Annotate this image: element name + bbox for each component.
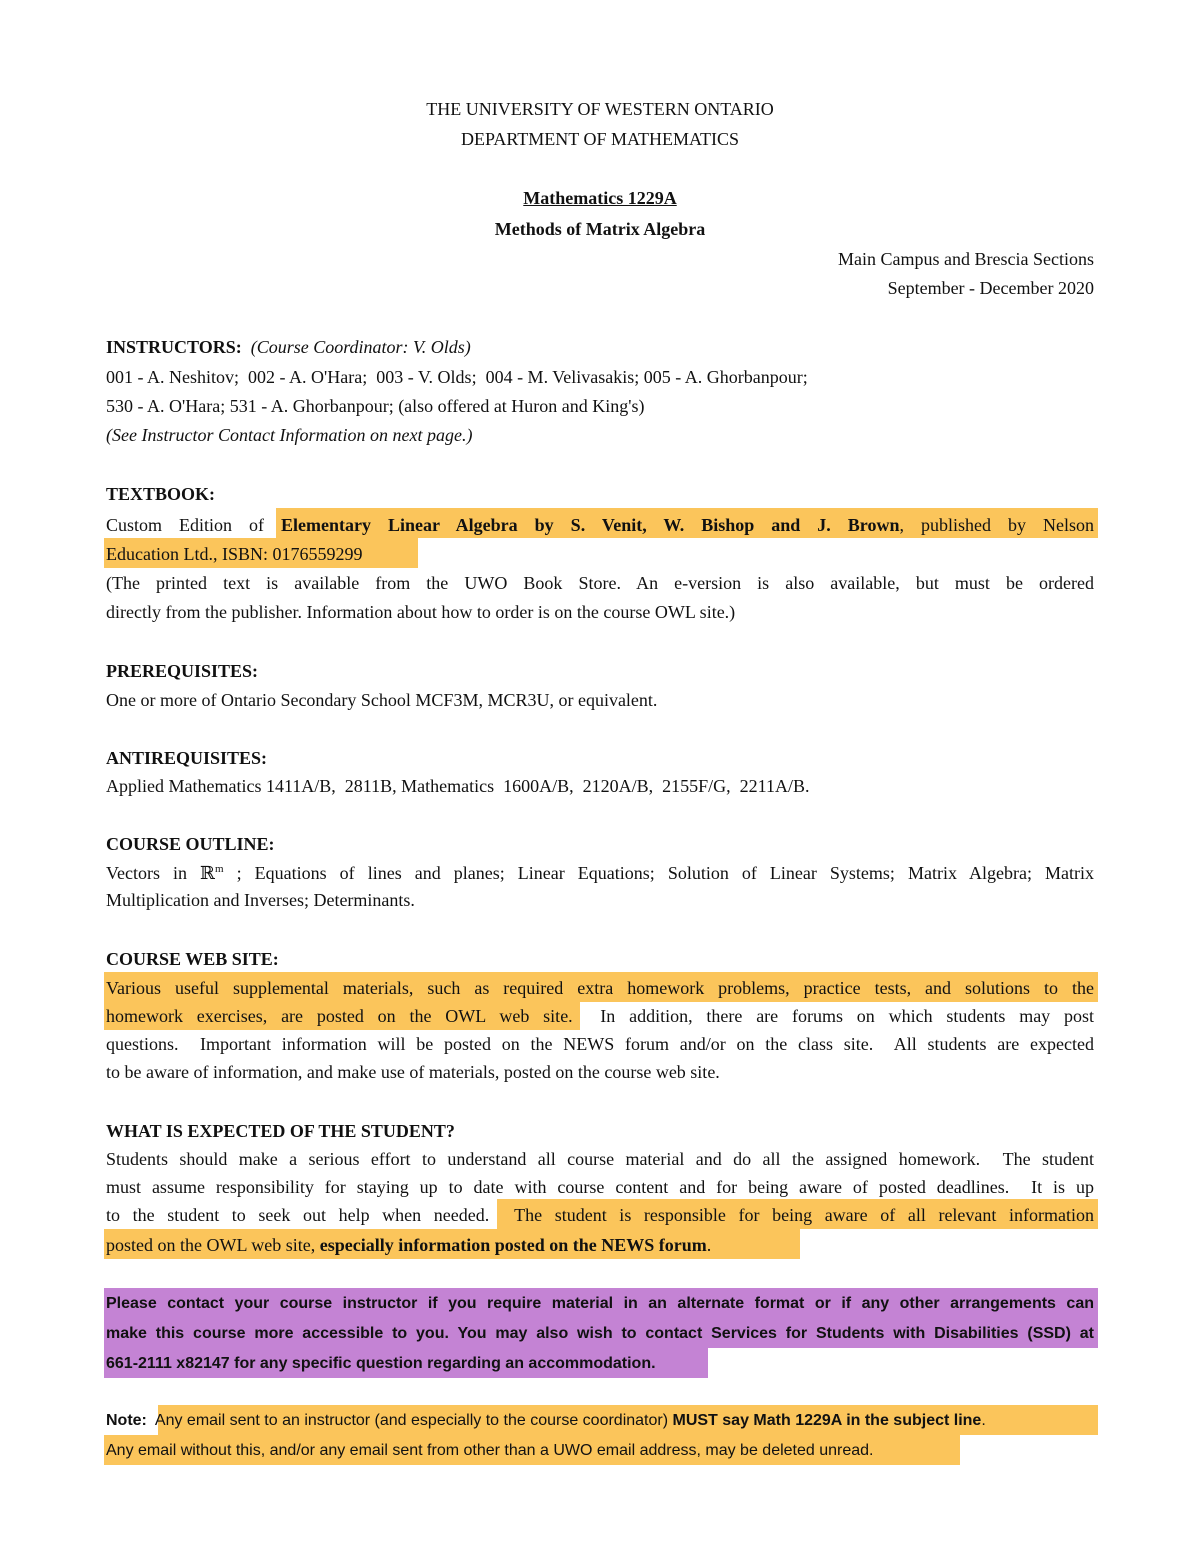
outline-line-2: Multiplication and Inverses; Determinants.	[106, 890, 415, 910]
textbook-line-3: (The printed text is available from the UWO Book Store. An e-version is also available, but must be ordered	[106, 573, 1094, 593]
expected-period: .	[706, 1235, 712, 1255]
course-coordinator: (Course Coordinator: V. Olds)	[250, 337, 471, 357]
website-line-4: to be aware of information, and make use of materials, posted on the course web site.	[106, 1062, 720, 1082]
accessibility-line-2: make this course more accessible to you. You may also wish to contact Services for Students with Disabilities (SSD) at	[106, 1325, 1094, 1342]
website-line-3: questions. Important information will be posted on the NEWS forum and/or on the class site. All students are expected	[106, 1034, 1094, 1054]
website-heading: COURSE WEB SITE:	[106, 949, 279, 969]
instructors-note: (See Instructor Contact Information on next page.)	[106, 425, 473, 445]
department-name: DEPARTMENT OF MATHEMATICS	[461, 129, 739, 149]
course-title: Methods of Matrix Algebra	[494, 219, 706, 239]
outline-heading: COURSE OUTLINE:	[106, 834, 275, 854]
expected-owl: posted on the OWL web site,	[106, 1235, 320, 1255]
expected-responsibility: The student is responsible for being aware of all relevant information	[514, 1205, 1094, 1225]
outline-rest: ; Equations of lines and planes; Linear Equations; Solution of Linear Systems; Matrix Algebra; Matrix	[223, 863, 1094, 883]
textbook-line-4: directly from the publisher. Information about how to order is on the course OWL site.)	[106, 602, 736, 622]
textbook-line-1	[106, 512, 1094, 538]
accessibility-line-1: Please contact your course instructor if you require material in an alternate format or if any other arrangements can	[106, 1295, 1094, 1312]
sections: Main Campus and Brescia Sections	[838, 249, 1094, 269]
note-line-1	[106, 1408, 986, 1434]
note-line-2: Any email without this, and/or any email sent from other than a UWO email address, may be deleted unread.	[106, 1442, 874, 1459]
expected-help: to the student to seek out help when needed.	[106, 1205, 515, 1225]
note-label: Note:	[106, 1412, 147, 1429]
expected-line-2: must assume responsibility for staying up to date with course content and for being aware of posted deadlines. It is up	[106, 1177, 1094, 1197]
website-line-1: Various useful supplemental materials, such as required extra homework problems, practice tests, and solutions to the	[106, 978, 1094, 998]
expected-line-4	[106, 1232, 711, 1258]
instructors-heading: INSTRUCTORS:	[106, 337, 242, 357]
note-text: Any email sent to an instructor (and especially to the course coordinator)	[146, 1412, 673, 1429]
expected-line-1: Students should make a serious effort to understand all course material and do all the assigned homework. The student	[106, 1149, 1094, 1169]
university-name: THE UNIVERSITY OF WESTERN ONTARIO	[426, 99, 774, 119]
prerequisites-text: One or more of Ontario Secondary School MCF3M, MCR3U, or equivalent.	[106, 690, 658, 710]
term: September - December 2020	[887, 278, 1094, 298]
outline-line-1	[106, 860, 1094, 886]
instructors-line-2: 530 - A. O'Hara; 531 - A. Ghorbanpour; (also offered at Huron and King's)	[106, 396, 645, 416]
antirequisites-text: Applied Mathematics 1411A/B, 2811B, Mathematics 1600A/B, 2120A/B, 2155F/G, 2211A/B.	[106, 776, 810, 796]
website-highlight: homework exercises, are posted on the OWL web site.	[106, 1006, 573, 1026]
note-period: .	[981, 1412, 986, 1429]
textbook-heading: TEXTBOOK:	[106, 484, 216, 504]
prerequisites-heading: PREREQUISITES:	[106, 661, 259, 681]
expected-heading: WHAT IS EXPECTED OF THE STUDENT?	[106, 1121, 455, 1141]
expected-line-3	[106, 1202, 1094, 1228]
website-forums: In addition, there are forums on which students may post	[572, 1006, 1095, 1026]
antirequisites-heading: ANTIREQUISITES:	[106, 748, 268, 768]
textbook-suffix: , published by Nelson	[899, 515, 1094, 535]
course-code: Mathematics 1229A	[523, 188, 677, 208]
textbook-title: Elementary Linear Algebra by S. Venit, W. Bishop and J. Brown	[281, 515, 900, 535]
website-line-2	[106, 1003, 1094, 1029]
instructors-line-1: 001 - A. Neshitov; 002 - A. O'Hara; 003 - V. Olds; 004 - M. Velivasakis; 005 - A. Ghorbanpour;	[106, 367, 808, 387]
accessibility-line-3: 661-2111 x82147 for any specific question regarding an accommodation.	[106, 1355, 656, 1372]
note-subject-line: MUST say Math 1229A in the subject line	[672, 1412, 982, 1429]
textbook-prefix: Custom Edition of	[106, 515, 282, 535]
instructors-heading-line	[106, 334, 471, 360]
expected-news-forum: especially information posted on the NEWS forum	[319, 1235, 707, 1255]
outline-superscript: m	[215, 863, 224, 875]
outline-vectors: Vectors in ℝ	[106, 863, 216, 883]
textbook-line-2: Education Ltd., ISBN: 0176559299	[106, 544, 363, 564]
